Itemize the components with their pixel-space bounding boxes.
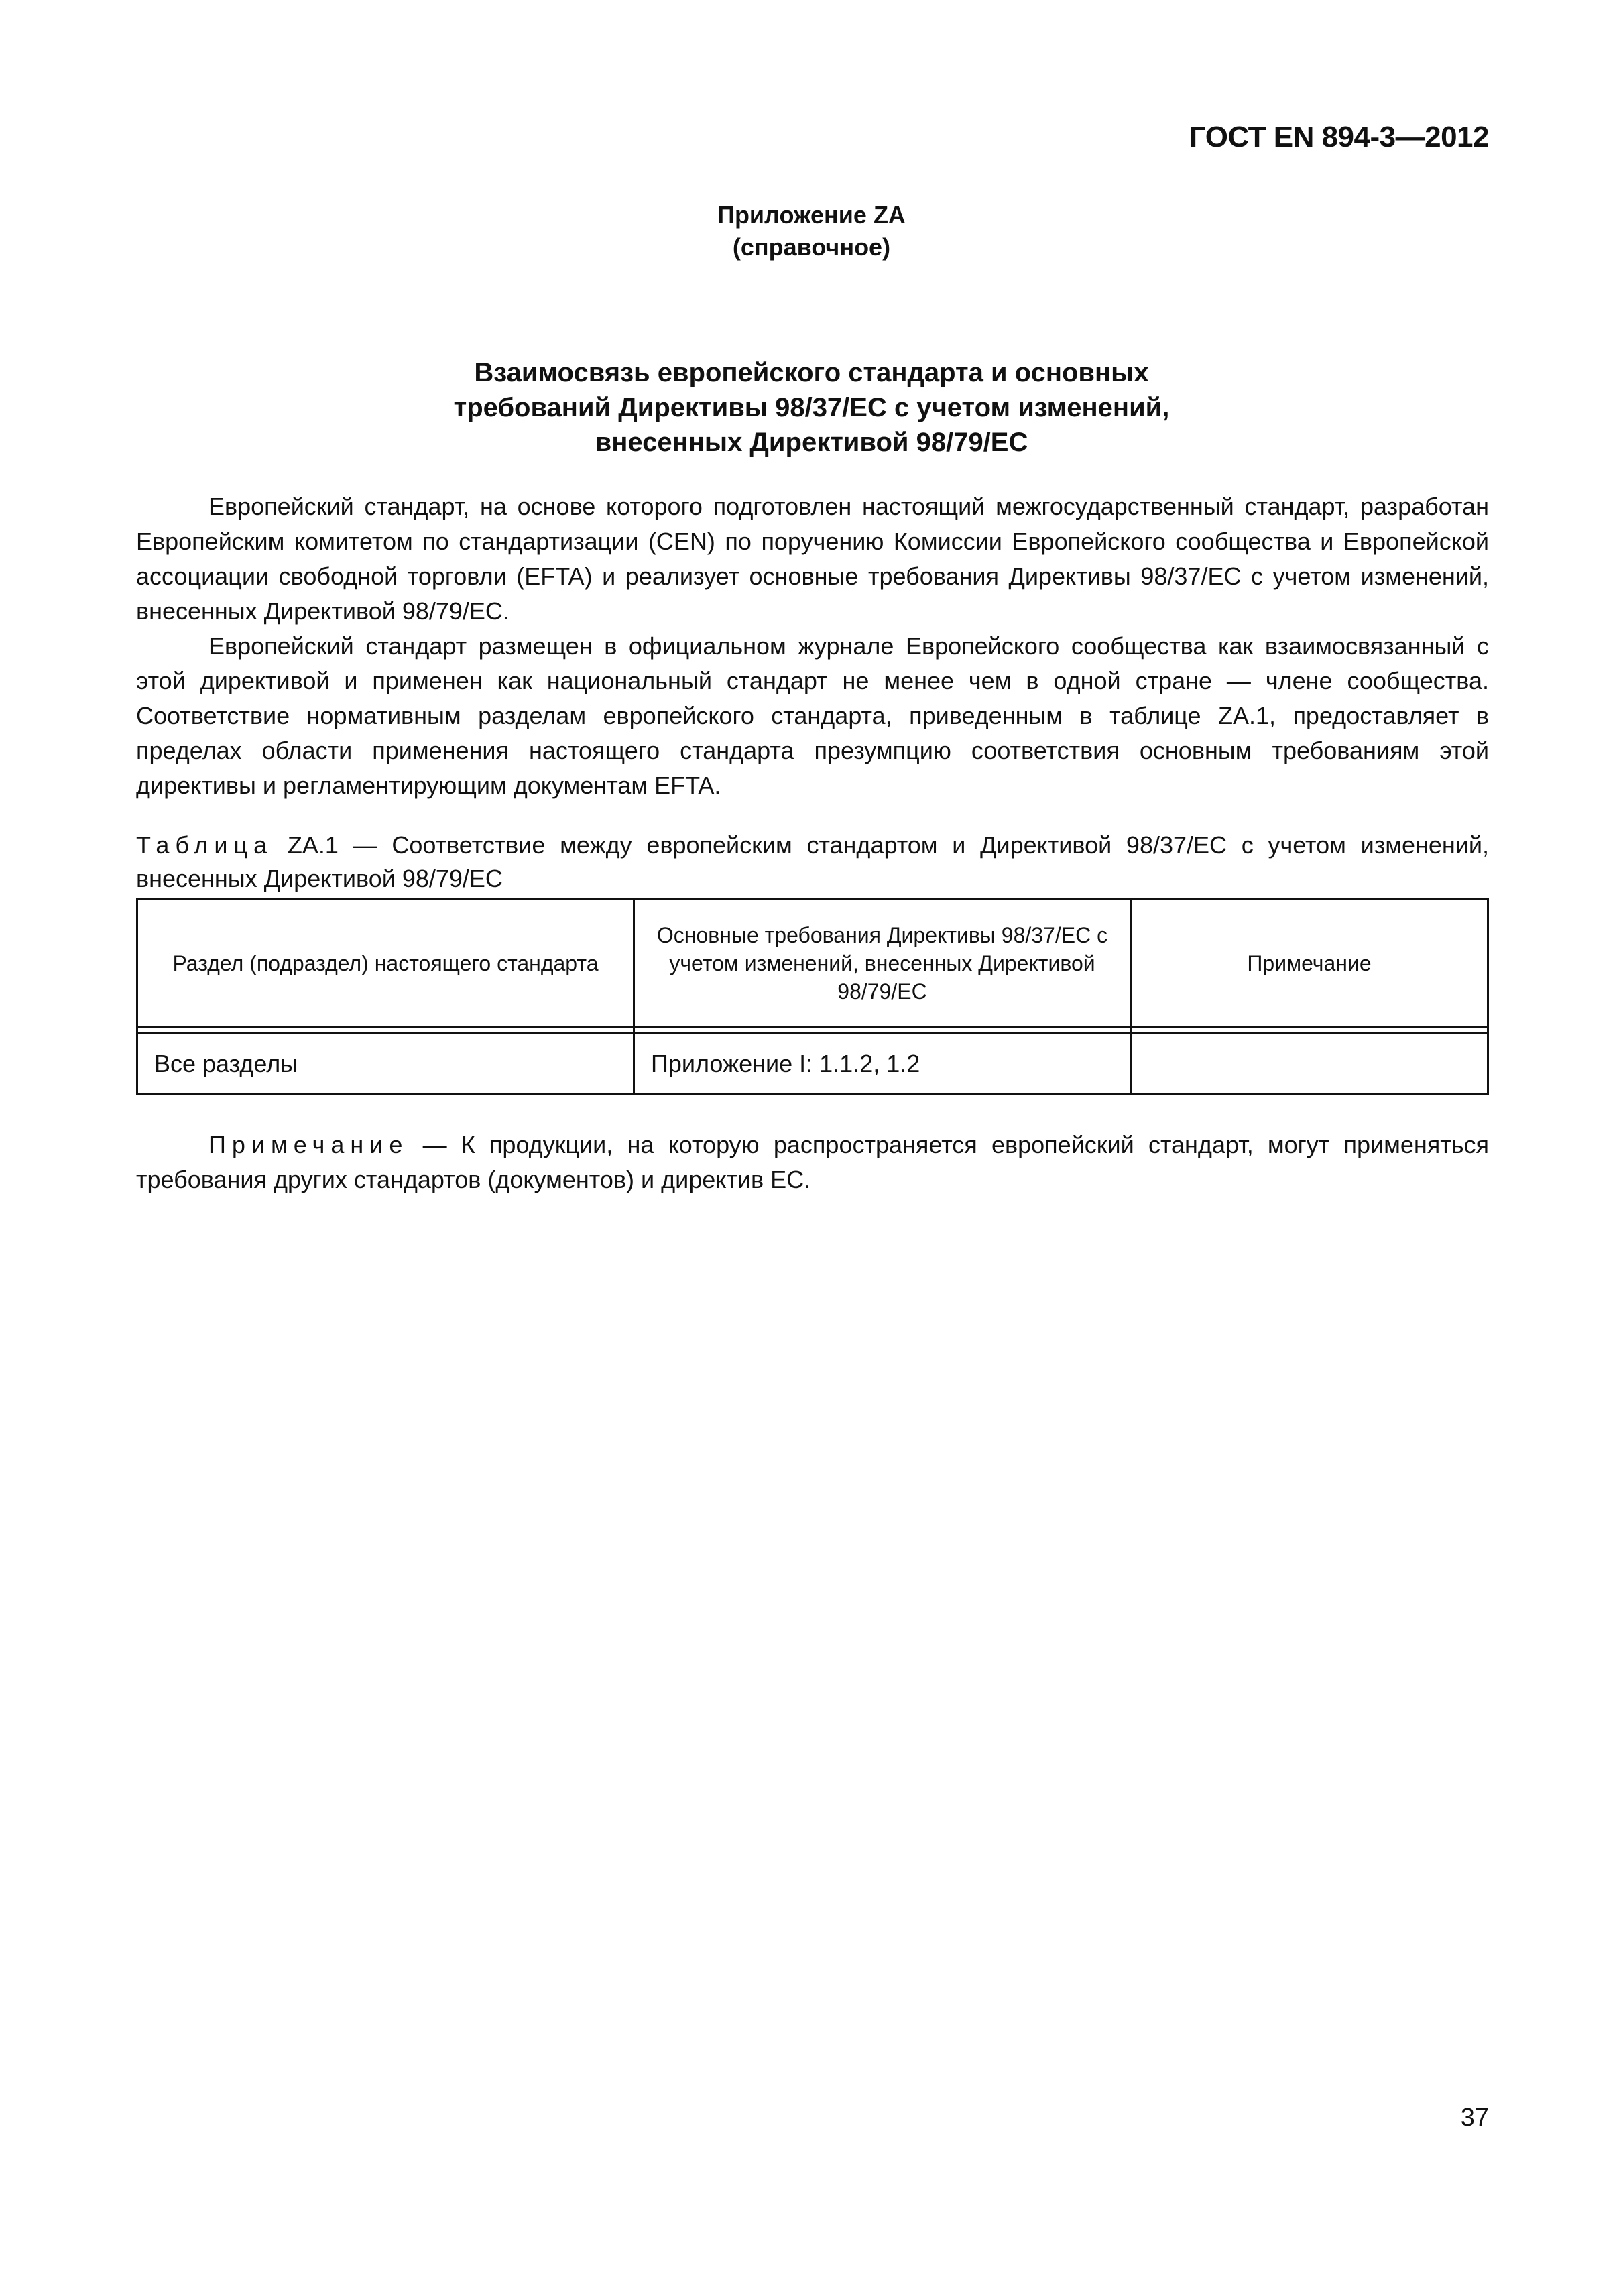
table-header-cell: Примечание <box>1131 900 1488 1028</box>
page-number: 37 <box>1460 2104 1489 2132</box>
paragraph: Европейский стандарт, на основе которого подготовлен настоящий межгосударственный стандарт, разработан Европейским комитетом по стандартизации (CEN) по поручению Комиссии Европейского сообщества и Европейской ассоциации свободной торговли (EFTA) и реализует основные требования Директивы 98/37/ЕС с учетом изменений, внесенных Директивой 98/79/ЕС. <box>136 493 1489 625</box>
annex-kind: (справочное) <box>732 233 891 261</box>
paragraph: Европейский стандарт размещен в официальном журнале Европейского сообщества как взаимосвязанный с этой директивой и применен как национальный стандарт не менее чем в одной стране — члене сообщества. Соответствие нормативным разделам европейского стандарта, приведенным в таблице ZA.1, предоставляет в пределах области применения настоящего стандарта презумпцию соответствия основным требованиям этой директивы и регламентирующим документам EFTA. <box>136 632 1489 799</box>
body-text <box>136 489 1489 803</box>
table-header-separator <box>137 1028 1488 1034</box>
table-caption-label: Таблица <box>136 831 274 859</box>
note-text: — К продукции, на которую распространяется европейский стандарт, могут применяться требования других стандартов (документов) и директив ЕС. <box>136 1131 1489 1193</box>
note-label: Примечание <box>208 1131 409 1158</box>
note <box>136 1128 1489 1197</box>
annex-title: Приложение ZA <box>717 201 906 229</box>
table-caption-text: ZA.1 — Соответствие между европейским стандартом и Директивой 98/37/ЕС с учетом изменений, внесенных Директивой 98/79/ЕС <box>136 831 1489 892</box>
section-heading-line: требований Директивы 98/37/ЕС с учетом изменений, <box>453 393 1170 422</box>
standard-id: ГОСТ EN 894-3—2012 <box>1189 121 1489 154</box>
table-cell: Приложение I: 1.1.2, 1.2 <box>634 1034 1131 1095</box>
section-heading-line: Взаимосвязь европейского стандарта и основных <box>474 358 1149 387</box>
section-heading-line: внесенных Директивой 98/79/ЕС <box>595 428 1028 457</box>
table-cell: Все разделы <box>137 1034 634 1095</box>
table-header-row <box>137 900 1488 1028</box>
table-header-cell: Основные требования Директивы 98/37/ЕС с учетом изменений, внесенных Директивой 98/79/ЕС <box>634 900 1131 1028</box>
table-header-cell: Раздел (подраздел) настоящего стандарта <box>137 900 634 1028</box>
correspondence-table <box>136 898 1489 1095</box>
table-row <box>137 1034 1488 1095</box>
table-caption <box>136 829 1489 896</box>
section-heading <box>0 355 1623 460</box>
table-cell <box>1131 1034 1488 1095</box>
